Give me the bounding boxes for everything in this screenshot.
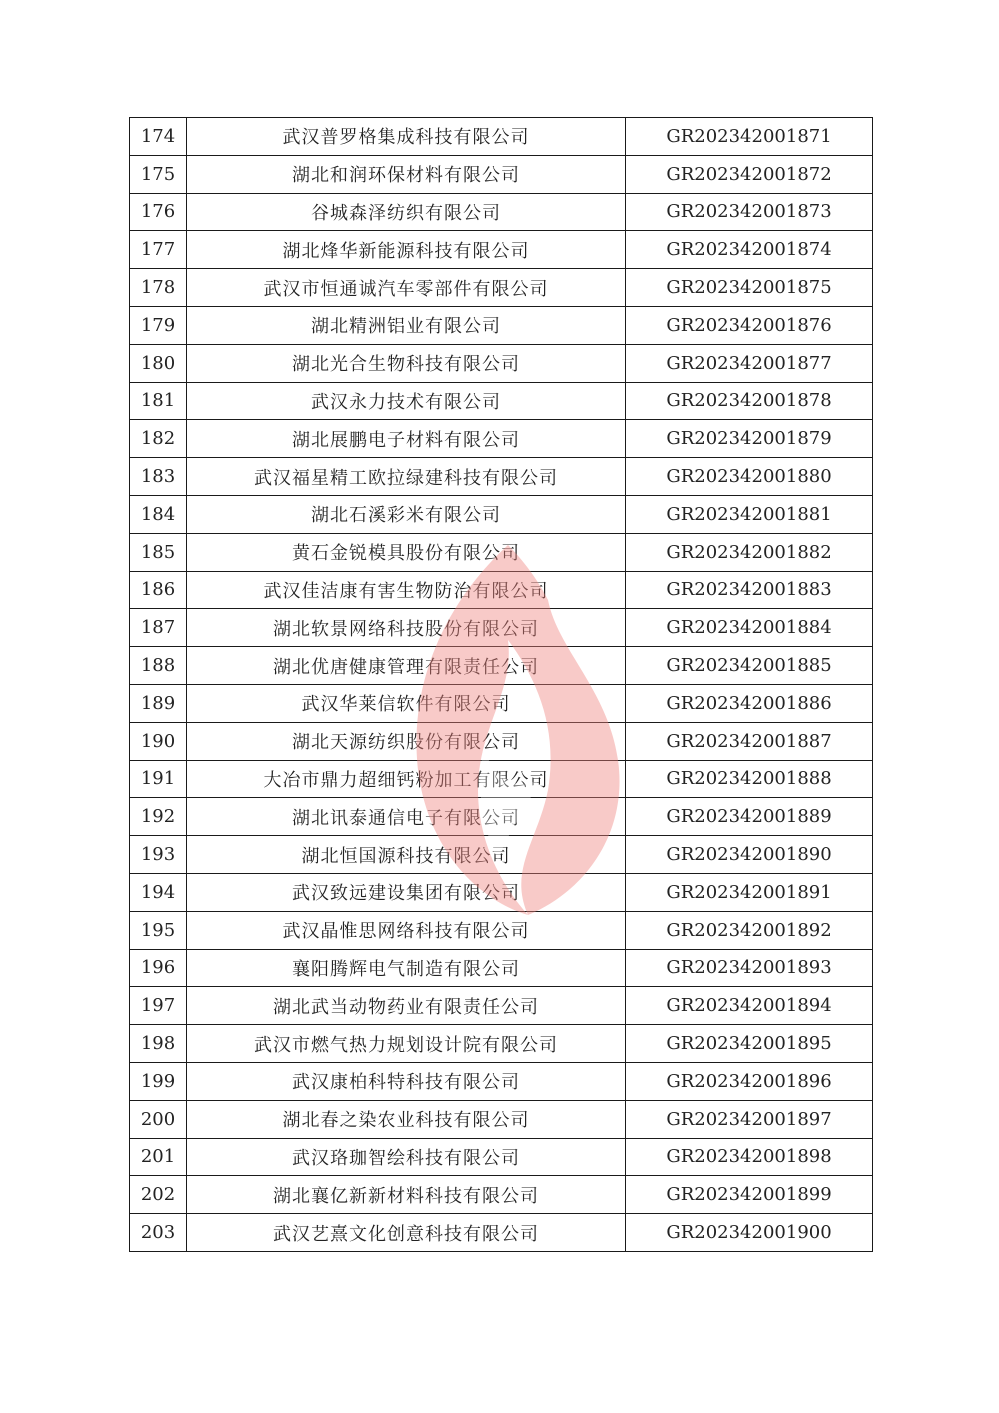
row-number: 183 <box>130 458 187 496</box>
table-row <box>130 1062 873 1100</box>
row-number: 178 <box>130 269 187 307</box>
company-name: 湖北光合生物科技有限公司 <box>187 344 626 382</box>
table-row <box>130 609 873 647</box>
row-number: 194 <box>130 873 187 911</box>
certificate-number: GR202342001884 <box>626 609 873 647</box>
company-name: 湖北春之染农业科技有限公司 <box>187 1100 626 1138</box>
certificate-number: GR202342001881 <box>626 495 873 533</box>
table-row <box>130 306 873 344</box>
company-name: 大冶市鼎力超细钙粉加工有限公司 <box>187 760 626 798</box>
row-number: 174 <box>130 118 187 156</box>
certificate-number: GR202342001873 <box>626 193 873 231</box>
company-name: 武汉普罗格集成科技有限公司 <box>187 118 626 156</box>
row-number: 186 <box>130 571 187 609</box>
company-name: 武汉市恒通诚汽车零部件有限公司 <box>187 269 626 307</box>
certificate-number: GR202342001872 <box>626 155 873 193</box>
certificate-number: GR202342001874 <box>626 231 873 269</box>
row-number: 190 <box>130 722 187 760</box>
certificate-number: GR202342001894 <box>626 987 873 1025</box>
row-number: 200 <box>130 1100 187 1138</box>
row-number: 189 <box>130 684 187 722</box>
certificate-number: GR202342001875 <box>626 269 873 307</box>
table-row <box>130 571 873 609</box>
table-row <box>130 1100 873 1138</box>
table-row <box>130 798 873 836</box>
row-number: 202 <box>130 1176 187 1214</box>
row-number: 182 <box>130 420 187 458</box>
table-row <box>130 118 873 156</box>
table-row <box>130 533 873 571</box>
certificate-number: GR202342001878 <box>626 382 873 420</box>
table-row <box>130 382 873 420</box>
certificate-number: GR202342001889 <box>626 798 873 836</box>
company-name: 湖北优唐健康管理有限责任公司 <box>187 647 626 685</box>
table-row <box>130 873 873 911</box>
company-name: 武汉致远建设集团有限公司 <box>187 873 626 911</box>
certificate-number: GR202342001887 <box>626 722 873 760</box>
company-name: 武汉艺熹文化创意科技有限公司 <box>187 1214 626 1252</box>
row-number: 192 <box>130 798 187 836</box>
certificate-number: GR202342001890 <box>626 836 873 874</box>
table-row <box>130 344 873 382</box>
company-name: 武汉晶惟思网络科技有限公司 <box>187 911 626 949</box>
table-row <box>130 722 873 760</box>
row-number: 191 <box>130 760 187 798</box>
company-name: 湖北精洲铝业有限公司 <box>187 306 626 344</box>
row-number: 201 <box>130 1138 187 1176</box>
company-name: 湖北烽华新能源科技有限公司 <box>187 231 626 269</box>
certificate-number: GR202342001898 <box>626 1138 873 1176</box>
company-name: 谷城森泽纺织有限公司 <box>187 193 626 231</box>
certificate-number: GR202342001883 <box>626 571 873 609</box>
company-name: 武汉福星精工欧拉绿建科技有限公司 <box>187 458 626 496</box>
table-row <box>130 269 873 307</box>
company-table-body <box>130 118 873 1252</box>
row-number: 185 <box>130 533 187 571</box>
certificate-number: GR202342001886 <box>626 684 873 722</box>
table-row <box>130 231 873 269</box>
row-number: 179 <box>130 306 187 344</box>
certificate-number: GR202342001899 <box>626 1176 873 1214</box>
row-number: 203 <box>130 1214 187 1252</box>
table-row <box>130 949 873 987</box>
row-number: 197 <box>130 987 187 1025</box>
table-row <box>130 1138 873 1176</box>
company-name: 湖北武当动物药业有限责任公司 <box>187 987 626 1025</box>
certificate-number: GR202342001877 <box>626 344 873 382</box>
table-row <box>130 836 873 874</box>
row-number: 176 <box>130 193 187 231</box>
certificate-number: GR202342001879 <box>626 420 873 458</box>
row-number: 180 <box>130 344 187 382</box>
table-row <box>130 155 873 193</box>
certificate-number: GR202342001880 <box>626 458 873 496</box>
company-name: 湖北软景网络科技股份有限公司 <box>187 609 626 647</box>
company-name: 武汉市燃气热力规划设计院有限公司 <box>187 1025 626 1063</box>
row-number: 184 <box>130 495 187 533</box>
row-number: 175 <box>130 155 187 193</box>
company-name: 武汉华莱信软件有限公司 <box>187 684 626 722</box>
company-name: 黄石金锐模具股份有限公司 <box>187 533 626 571</box>
certificate-number: GR202342001896 <box>626 1062 873 1100</box>
row-number: 181 <box>130 382 187 420</box>
table-row <box>130 458 873 496</box>
row-number: 177 <box>130 231 187 269</box>
company-name: 武汉珞珈智绘科技有限公司 <box>187 1138 626 1176</box>
certificate-number: GR202342001900 <box>626 1214 873 1252</box>
table-row <box>130 760 873 798</box>
table-row <box>130 987 873 1025</box>
row-number: 198 <box>130 1025 187 1063</box>
row-number: 195 <box>130 911 187 949</box>
certificate-number: GR202342001882 <box>626 533 873 571</box>
certificate-number: GR202342001895 <box>626 1025 873 1063</box>
table-row <box>130 193 873 231</box>
company-name: 武汉佳洁康有害生物防治有限公司 <box>187 571 626 609</box>
certificate-number: GR202342001891 <box>626 873 873 911</box>
certificate-number: GR202342001892 <box>626 911 873 949</box>
company-name: 湖北讯泰通信电子有限公司 <box>187 798 626 836</box>
company-name: 武汉永力技术有限公司 <box>187 382 626 420</box>
company-table <box>129 117 873 1252</box>
table-row <box>130 420 873 458</box>
row-number: 196 <box>130 949 187 987</box>
company-name: 湖北和润环保材料有限公司 <box>187 155 626 193</box>
table-row <box>130 1214 873 1252</box>
certificate-number: GR202342001888 <box>626 760 873 798</box>
company-name: 湖北天源纺织股份有限公司 <box>187 722 626 760</box>
row-number: 193 <box>130 836 187 874</box>
table-row <box>130 684 873 722</box>
company-name: 武汉康柏科特科技有限公司 <box>187 1062 626 1100</box>
company-name: 湖北恒国源科技有限公司 <box>187 836 626 874</box>
company-name: 湖北展鹏电子材料有限公司 <box>187 420 626 458</box>
table-row <box>130 1025 873 1063</box>
certificate-number: GR202342001897 <box>626 1100 873 1138</box>
company-name: 襄阳腾辉电气制造有限公司 <box>187 949 626 987</box>
certificate-number: GR202342001885 <box>626 647 873 685</box>
table-row <box>130 1176 873 1214</box>
certificate-number: GR202342001893 <box>626 949 873 987</box>
row-number: 199 <box>130 1062 187 1100</box>
certificate-number: GR202342001876 <box>626 306 873 344</box>
certificate-number: GR202342001871 <box>626 118 873 156</box>
row-number: 188 <box>130 647 187 685</box>
table-row <box>130 647 873 685</box>
company-name: 湖北石溪彩米有限公司 <box>187 495 626 533</box>
company-name: 湖北襄亿新新材料科技有限公司 <box>187 1176 626 1214</box>
row-number: 187 <box>130 609 187 647</box>
table-row <box>130 911 873 949</box>
table-row <box>130 495 873 533</box>
